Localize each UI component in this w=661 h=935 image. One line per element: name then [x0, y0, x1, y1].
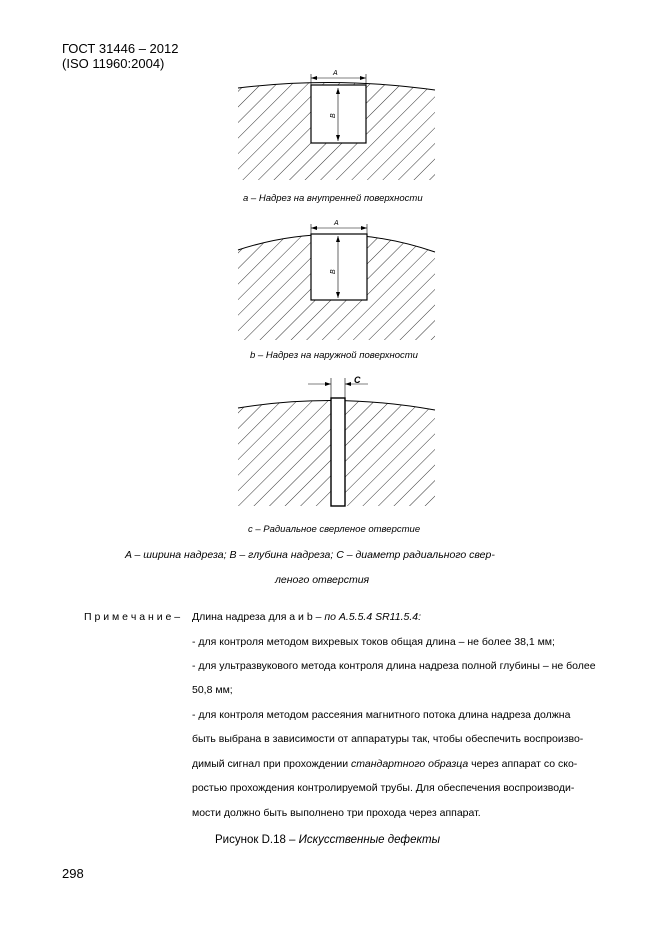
- note-item-3-line-2: быть выбрана в зависимости от аппаратуры так, чтобы обеспечить воспроизво-: [192, 733, 584, 745]
- note-item-3-line-5: мости должно быть выполнено три прохода через аппарат.: [192, 807, 481, 819]
- figure-b-caption: b – Надрез на наружной поверхности: [250, 350, 418, 361]
- note-text: димый сигнал при прохождении: [192, 758, 352, 770]
- standard-number: ГОСТ 31446 – 2012: [62, 41, 179, 56]
- note-item-2-line-2: 50,8 мм;: [192, 684, 233, 696]
- iso-reference: (ISO 11960:2004): [62, 56, 165, 71]
- figure-c-radial-hole: [230, 374, 440, 510]
- figure-title: [215, 834, 440, 846]
- figure-b-outer-notch: [230, 214, 440, 344]
- note-intro-reference: – по А.5.5.4 SR11.5.4:: [312, 611, 422, 623]
- note-text: через аппарат со ско-: [468, 758, 578, 770]
- dim-a-label: A: [334, 220, 339, 227]
- legend-line-2: леного отверстия: [275, 574, 370, 586]
- page-number: 298: [62, 866, 84, 881]
- note-item-1: - для контроля методом вихревых токов общая длина – не более 38,1 мм;: [192, 636, 555, 648]
- note-intro-text: Длина надреза для a и b: [192, 611, 313, 623]
- note-term-standard-sample: стандартного образца: [351, 758, 469, 770]
- note-item-3-line-4: ростью прохождения контролируемой трубы. Для обеспечения воспроизводи-: [192, 782, 575, 794]
- figure-a-inner-notch: [230, 68, 440, 188]
- figure-number: Рисунок D.18 –: [215, 834, 299, 846]
- dim-b-label: B: [330, 113, 337, 118]
- note-label: П р и м е ч а н и е –: [84, 611, 181, 623]
- dim-c-label: C: [354, 375, 361, 385]
- note-item-3-line-1: - для контроля методом рассеяния магнитного потока длина надреза должна: [192, 709, 571, 721]
- legend-line-1: A – ширина надреза; B – глубина надреза; C – диаметр радиального свер-: [125, 549, 495, 561]
- dim-b-label: B: [330, 269, 337, 274]
- figure-c-caption: c – Радиальное сверленое отверстие: [248, 524, 421, 535]
- note-item-2-line-1: - для ультразвукового метода контроля длина надреза полной глубины – не более: [192, 660, 596, 672]
- figure-name: Искусственные дефекты: [298, 834, 441, 846]
- dim-a-label: A: [333, 70, 338, 77]
- figure-a-caption: a – Надрез на внутренней поверхности: [243, 193, 423, 204]
- note-item-3-line-3: [192, 758, 577, 770]
- note-intro: [192, 611, 421, 623]
